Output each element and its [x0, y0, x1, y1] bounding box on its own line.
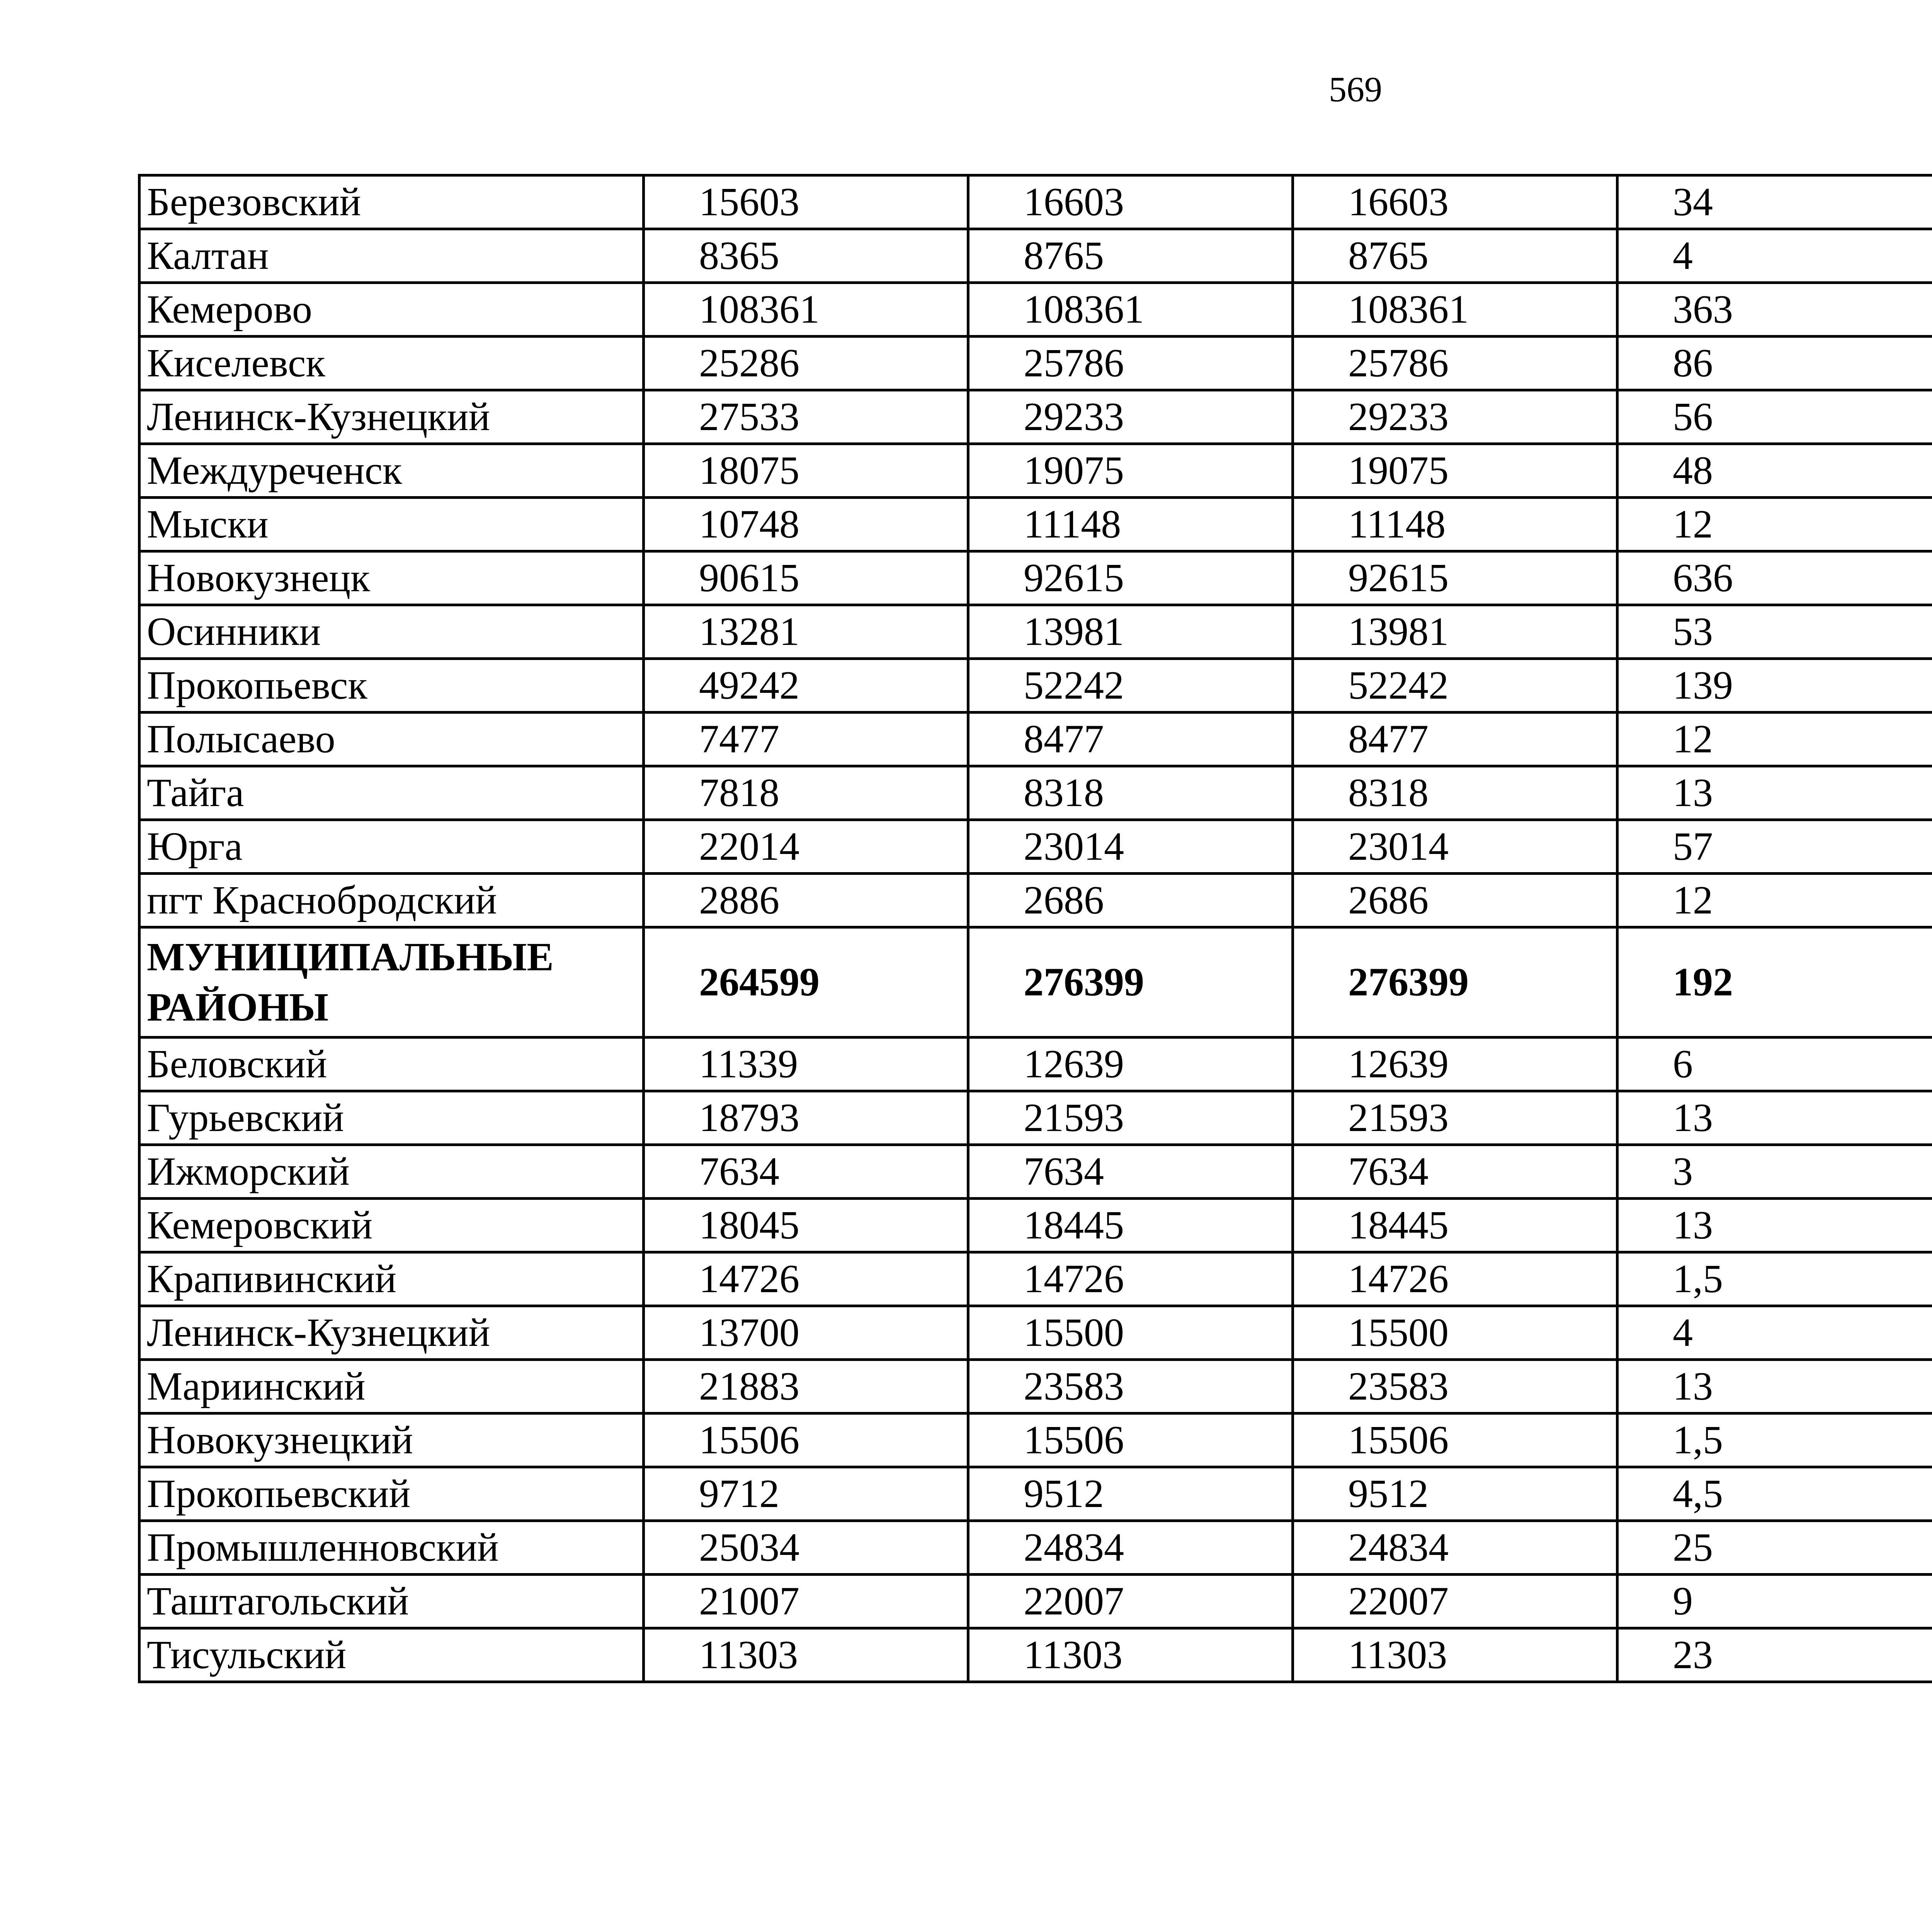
- table-row: [139, 1575, 1932, 1628]
- row-name-cell: МУНИЦИПАЛЬНЫЕ РАЙОНЫ: [139, 927, 644, 1038]
- value-cell-4: 86: [1617, 337, 1932, 390]
- value-cell-4: 1,5: [1617, 1414, 1932, 1467]
- table-row: [139, 820, 1932, 874]
- value-cell-1: 90615: [644, 551, 968, 605]
- row-name-cell: Березовский: [139, 175, 644, 229]
- value-cell-1: 21007: [644, 1575, 968, 1628]
- value-cell-4: 12: [1617, 498, 1932, 551]
- table-row: [139, 1199, 1932, 1252]
- value-cell-1: 7818: [644, 766, 968, 820]
- value-cell-2: 92615: [968, 551, 1293, 605]
- value-cell-3: 18445: [1293, 1199, 1617, 1252]
- row-name-cell: Новокузнецк: [139, 551, 644, 605]
- table-row: [139, 390, 1932, 444]
- value-cell-1: 25286: [644, 337, 968, 390]
- page-number: 569: [1329, 70, 1382, 109]
- value-cell-3: 21593: [1293, 1091, 1617, 1145]
- row-name-cell: Беловский: [139, 1038, 644, 1091]
- value-cell-4: 9: [1617, 1575, 1932, 1628]
- table-row: [139, 229, 1932, 283]
- table-body: [139, 175, 1932, 1682]
- value-cell-3: 7634: [1293, 1145, 1617, 1199]
- table-row: [139, 605, 1932, 659]
- value-cell-1: 22014: [644, 820, 968, 874]
- value-cell-3: 19075: [1293, 444, 1617, 498]
- value-cell-2: 22007: [968, 1575, 1293, 1628]
- row-name-cell: Таштагольский: [139, 1575, 644, 1628]
- value-cell-4: 139: [1617, 659, 1932, 713]
- value-cell-1: 21883: [644, 1360, 968, 1414]
- value-cell-4: 48: [1617, 444, 1932, 498]
- value-cell-2: 12639: [968, 1038, 1293, 1091]
- value-cell-1: 15603: [644, 175, 968, 229]
- value-cell-1: 108361: [644, 283, 968, 337]
- value-cell-2: 9512: [968, 1467, 1293, 1521]
- row-name-cell: Междуреченск: [139, 444, 644, 498]
- value-cell-3: 92615: [1293, 551, 1617, 605]
- value-cell-3: 2686: [1293, 874, 1617, 927]
- value-cell-2: 18445: [968, 1199, 1293, 1252]
- value-cell-1: 14726: [644, 1252, 968, 1306]
- value-cell-3: 29233: [1293, 390, 1617, 444]
- value-cell-3: 12639: [1293, 1038, 1617, 1091]
- row-name-cell: Мыски: [139, 498, 644, 551]
- value-cell-2: 23014: [968, 820, 1293, 874]
- value-cell-4: 13: [1617, 1199, 1932, 1252]
- value-cell-2: 24834: [968, 1521, 1293, 1575]
- value-cell-2: 7634: [968, 1145, 1293, 1199]
- value-cell-3: 23014: [1293, 820, 1617, 874]
- value-cell-3: 276399: [1293, 927, 1617, 1038]
- value-cell-1: 18793: [644, 1091, 968, 1145]
- data-table: [138, 174, 1932, 1683]
- value-cell-4: 53: [1617, 605, 1932, 659]
- row-name-cell: Ленинск-Кузнецкий: [139, 390, 644, 444]
- row-name-cell: Кемеровский: [139, 1199, 644, 1252]
- value-cell-2: 108361: [968, 283, 1293, 337]
- row-name-cell: Полысаево: [139, 713, 644, 766]
- row-name-cell: Мариинский: [139, 1360, 644, 1414]
- row-name-cell: Крапивинский: [139, 1252, 644, 1306]
- value-cell-3: 22007: [1293, 1575, 1617, 1628]
- value-cell-1: 11339: [644, 1038, 968, 1091]
- table-row: [139, 1038, 1932, 1091]
- table-row: [139, 1145, 1932, 1199]
- value-cell-4: 3: [1617, 1145, 1932, 1199]
- table-row: [139, 1360, 1932, 1414]
- value-cell-1: 10748: [644, 498, 968, 551]
- value-cell-4: 192: [1617, 927, 1932, 1038]
- table-row: [139, 659, 1932, 713]
- table-row: [139, 1252, 1932, 1306]
- table-row: [139, 874, 1932, 927]
- row-name-cell: Осинники: [139, 605, 644, 659]
- value-cell-3: 25786: [1293, 337, 1617, 390]
- value-cell-1: 15506: [644, 1414, 968, 1467]
- value-cell-4: 57: [1617, 820, 1932, 874]
- value-cell-1: 11303: [644, 1628, 968, 1682]
- value-cell-3: 108361: [1293, 283, 1617, 337]
- table-row: [139, 337, 1932, 390]
- table-row: [139, 1628, 1932, 1682]
- value-cell-4: 6: [1617, 1038, 1932, 1091]
- value-cell-4: 13: [1617, 1091, 1932, 1145]
- value-cell-2: 11303: [968, 1628, 1293, 1682]
- value-cell-4: 13: [1617, 1360, 1932, 1414]
- value-cell-4: 23: [1617, 1628, 1932, 1682]
- value-cell-2: 276399: [968, 927, 1293, 1038]
- value-cell-2: 25786: [968, 337, 1293, 390]
- value-cell-4: 4: [1617, 1306, 1932, 1360]
- value-cell-2: 19075: [968, 444, 1293, 498]
- row-name-cell: Прокопьевск: [139, 659, 644, 713]
- value-cell-3: 24834: [1293, 1521, 1617, 1575]
- value-cell-1: 13281: [644, 605, 968, 659]
- table-row: [139, 551, 1932, 605]
- row-name-cell: Промышленновский: [139, 1521, 644, 1575]
- row-name-cell: Ленинск-Кузнецкий: [139, 1306, 644, 1360]
- value-cell-4: 1,5: [1617, 1252, 1932, 1306]
- value-cell-3: 8765: [1293, 229, 1617, 283]
- table-row: [139, 498, 1932, 551]
- value-cell-3: 15506: [1293, 1414, 1617, 1467]
- value-cell-2: 15500: [968, 1306, 1293, 1360]
- value-cell-2: 8477: [968, 713, 1293, 766]
- value-cell-2: 15506: [968, 1414, 1293, 1467]
- value-cell-4: 34: [1617, 175, 1932, 229]
- value-cell-1: 25034: [644, 1521, 968, 1575]
- value-cell-3: 15500: [1293, 1306, 1617, 1360]
- value-cell-1: 7477: [644, 713, 968, 766]
- row-name-cell: Прокопьевский: [139, 1467, 644, 1521]
- table-row: [139, 1306, 1932, 1360]
- row-name-cell: пгт Краснобродский: [139, 874, 644, 927]
- row-name-cell: Юрга: [139, 820, 644, 874]
- value-cell-2: 16603: [968, 175, 1293, 229]
- table-row: [139, 766, 1932, 820]
- table-row: [139, 1414, 1932, 1467]
- value-cell-3: 11303: [1293, 1628, 1617, 1682]
- value-cell-4: 25: [1617, 1521, 1932, 1575]
- row-name-cell: Гурьевский: [139, 1091, 644, 1145]
- value-cell-1: 264599: [644, 927, 968, 1038]
- value-cell-1: 18045: [644, 1199, 968, 1252]
- value-cell-4: 12: [1617, 713, 1932, 766]
- value-cell-3: 8477: [1293, 713, 1617, 766]
- value-cell-3: 13981: [1293, 605, 1617, 659]
- value-cell-4: 12: [1617, 874, 1932, 927]
- value-cell-1: 18075: [644, 444, 968, 498]
- row-name-cell: Калтан: [139, 229, 644, 283]
- value-cell-3: 14726: [1293, 1252, 1617, 1306]
- table-row: [139, 175, 1932, 229]
- row-name-cell: Кемерово: [139, 283, 644, 337]
- value-cell-2: 11148: [968, 498, 1293, 551]
- value-cell-1: 7634: [644, 1145, 968, 1199]
- value-cell-1: 27533: [644, 390, 968, 444]
- value-cell-3: 8318: [1293, 766, 1617, 820]
- value-cell-2: 14726: [968, 1252, 1293, 1306]
- value-cell-4: 4: [1617, 229, 1932, 283]
- table-row: [139, 444, 1932, 498]
- value-cell-4: 13: [1617, 766, 1932, 820]
- table-row: [139, 1467, 1932, 1521]
- value-cell-4: 4,5: [1617, 1467, 1932, 1521]
- value-cell-2: 8765: [968, 229, 1293, 283]
- value-cell-2: 13981: [968, 605, 1293, 659]
- table-row: [139, 283, 1932, 337]
- value-cell-1: 13700: [644, 1306, 968, 1360]
- value-cell-2: 52242: [968, 659, 1293, 713]
- value-cell-4: 636: [1617, 551, 1932, 605]
- value-cell-2: 23583: [968, 1360, 1293, 1414]
- value-cell-3: 23583: [1293, 1360, 1617, 1414]
- row-name-cell: Тайга: [139, 766, 644, 820]
- value-cell-1: 2886: [644, 874, 968, 927]
- row-name-cell: Новокузнецкий: [139, 1414, 644, 1467]
- value-cell-4: 363: [1617, 283, 1932, 337]
- value-cell-3: 52242: [1293, 659, 1617, 713]
- row-name-cell: Ижморский: [139, 1145, 644, 1199]
- value-cell-3: 9512: [1293, 1467, 1617, 1521]
- value-cell-1: 49242: [644, 659, 968, 713]
- value-cell-2: 21593: [968, 1091, 1293, 1145]
- value-cell-2: 29233: [968, 390, 1293, 444]
- row-name-cell: Киселевск: [139, 337, 644, 390]
- value-cell-2: 8318: [968, 766, 1293, 820]
- table-row: [139, 1521, 1932, 1575]
- value-cell-3: 16603: [1293, 175, 1617, 229]
- table-row: [139, 1091, 1932, 1145]
- table-row: [139, 713, 1932, 766]
- value-cell-2: 2686: [968, 874, 1293, 927]
- value-cell-3: 11148: [1293, 498, 1617, 551]
- value-cell-4: 56: [1617, 390, 1932, 444]
- value-cell-1: 8365: [644, 229, 968, 283]
- value-cell-1: 9712: [644, 1467, 968, 1521]
- row-name-cell: Тисульский: [139, 1628, 644, 1682]
- table-row-section-header: [139, 927, 1932, 1038]
